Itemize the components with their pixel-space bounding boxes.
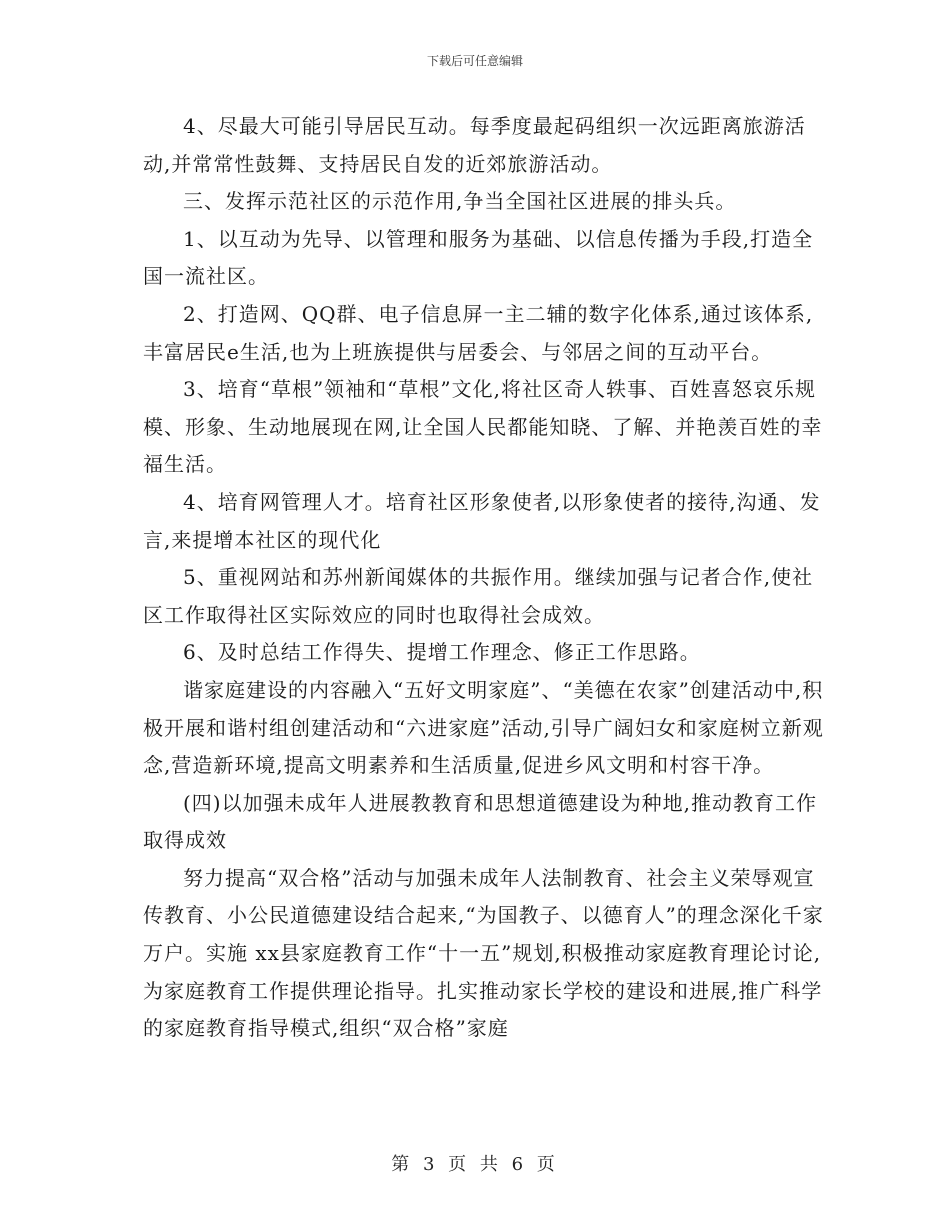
paragraph-item-6: 6、及时总结工作得失、提增工作理念、修正工作思路。 bbox=[183, 640, 701, 665]
paragraph-item-3: 3、培育“草根”领袖和“草根”文化,将社区奇人轶事、百姓喜怒哀乐规模、形象、生动地展现在网,让全国人民都能知晓、了解、并艳羡百姓的幸福生活。 bbox=[143, 377, 823, 477]
paragraph-item-4: 4、培育网管理人才。培育社区形象使者,以形象使者的接待,沟通、发言,来提增本社区的现代化 bbox=[143, 489, 821, 552]
paragraph-family-building: 谐家庭建设的内容融入“五好文明家庭”、“美德在农家”创建活动中,积极开展和谐村组创建活动和“六进家庭”活动,引导广阔妇女和家庭树立新观念,营造新环境,提高文明素养和生活质量,促进乡风文明和村容干净。 bbox=[143, 677, 824, 778]
paragraph-item-5: 5、重视网站和苏州新闻媒体的共振作用。继续加强与记者合作,使社区工作取得社区实际效应的同时也取得社会成效。 bbox=[143, 565, 814, 627]
paragraph-education: 努力提高“双合格”活动与加强未成年人法制教育、社会主义荣辱观宣传教育、小公民道德建设结合起来,“为国教子、以德育人”的理念深化千家万户。实施 xx县家庭教育工作“十一五”规划,积极推动家庭教育理论讨论,为家庭教育工作提供理论指导。扎实推动家长学校的建设和进展,推广科学的家庭教育指导模式,组织“双合格”家庭 bbox=[143, 865, 824, 1041]
section-heading-4: (四)以加强未成年人进展教教育和思想道德建设为种地,推动教育工作取得成效 bbox=[143, 790, 817, 853]
page-header-note: 下载后可任意编辑 bbox=[426, 54, 523, 68]
paragraph-item-2: 2、打造网、QQ群、电子信息屏一主二辅的数字化体系,通过该体系,丰富居民e生活,也为上班族提供与居委会、与邻居之间的互动平台。 bbox=[143, 301, 814, 364]
document-body bbox=[143, 108, 833, 1048]
section-heading-3: 三、发挥示范社区的示范作用,争当全国社区进展的排头兵。 bbox=[183, 189, 737, 214]
paragraph-item-4-interaction: 4、尽最大可能引导居民互动。每季度最起码组织一次远距离旅游活动,并常常性鼓舞、支持居民自发的近郊旅游活动。 bbox=[143, 114, 806, 176]
page-number: 第 3 页 共 6 页 bbox=[391, 1154, 559, 1175]
paragraph-item-1: 1、以互动为先导、以管理和服务为基础、以信息传播为手段,打造全国一流社区。 bbox=[143, 226, 814, 289]
